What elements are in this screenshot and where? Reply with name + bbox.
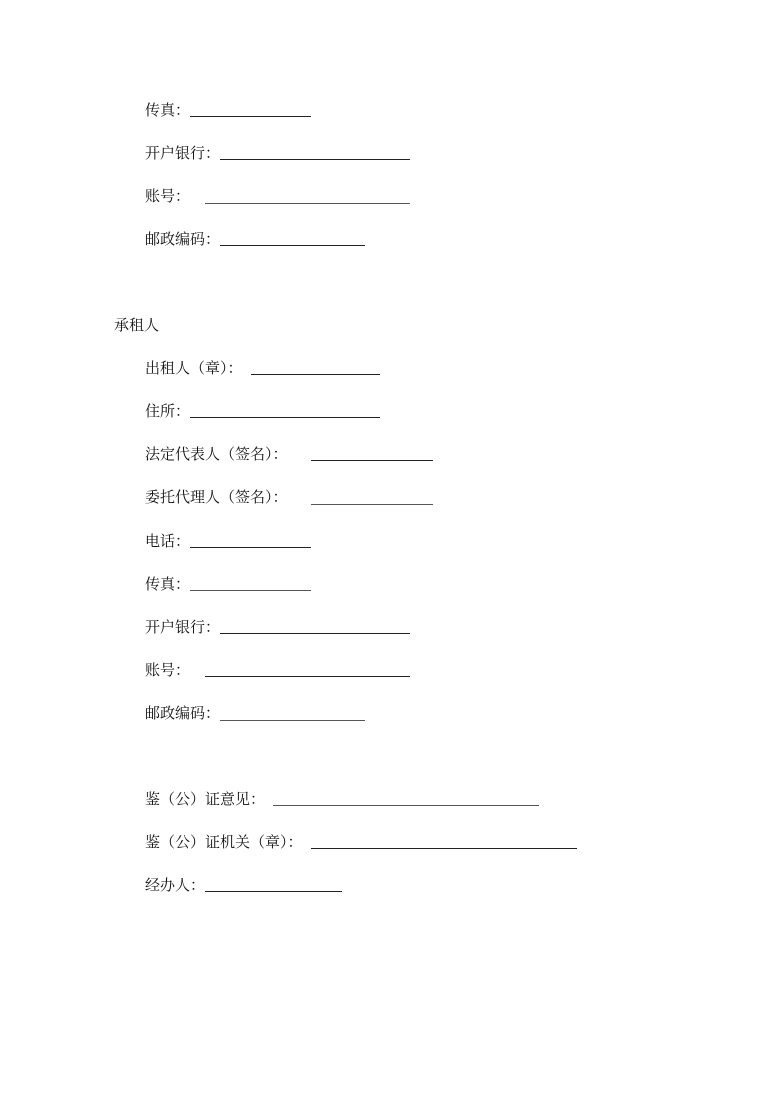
legal-rep-label: 法定代表人（签名）： — [145, 445, 288, 463]
phone-label: 电话： — [145, 532, 191, 550]
notary-opinion-label: 鉴（公）证意见： — [145, 790, 266, 808]
bank-field[interactable] — [220, 633, 410, 634]
account-field[interactable] — [205, 676, 410, 677]
lessor-seal-field[interactable] — [251, 374, 380, 375]
account-field[interactable] — [205, 203, 410, 204]
notary-opinion-field[interactable] — [273, 805, 539, 806]
postcode-field[interactable] — [220, 245, 365, 246]
postcode-field[interactable] — [220, 720, 365, 721]
fax-field[interactable] — [190, 590, 311, 591]
fax-label: 传真： — [145, 575, 191, 593]
agent-label: 委托代理人（签名）： — [145, 488, 288, 506]
lessee-section-title: 承租人 — [114, 316, 160, 334]
handler-field[interactable] — [205, 891, 342, 892]
postcode-label: 邮政编码： — [145, 704, 221, 722]
handler-label: 经办人： — [145, 876, 206, 894]
notary-authority-field[interactable] — [311, 848, 577, 849]
address-label: 住所： — [145, 402, 191, 420]
agent-field[interactable] — [311, 504, 433, 505]
address-field[interactable] — [190, 417, 380, 418]
bank-field[interactable] — [220, 159, 410, 160]
bank-label: 开户银行： — [145, 618, 221, 636]
phone-field[interactable] — [190, 547, 311, 548]
legal-rep-field[interactable] — [311, 460, 433, 461]
lessor-seal-label: 出租人（章）： — [145, 359, 243, 377]
fax-field[interactable] — [190, 116, 311, 117]
account-label: 账号： — [145, 661, 191, 679]
account-label: 账号： — [145, 187, 191, 205]
notary-authority-label: 鉴（公）证机关（章）： — [145, 833, 303, 851]
bank-label: 开户银行： — [145, 144, 221, 162]
postcode-label: 邮政编码： — [145, 230, 221, 248]
fax-label: 传真： — [145, 101, 191, 119]
